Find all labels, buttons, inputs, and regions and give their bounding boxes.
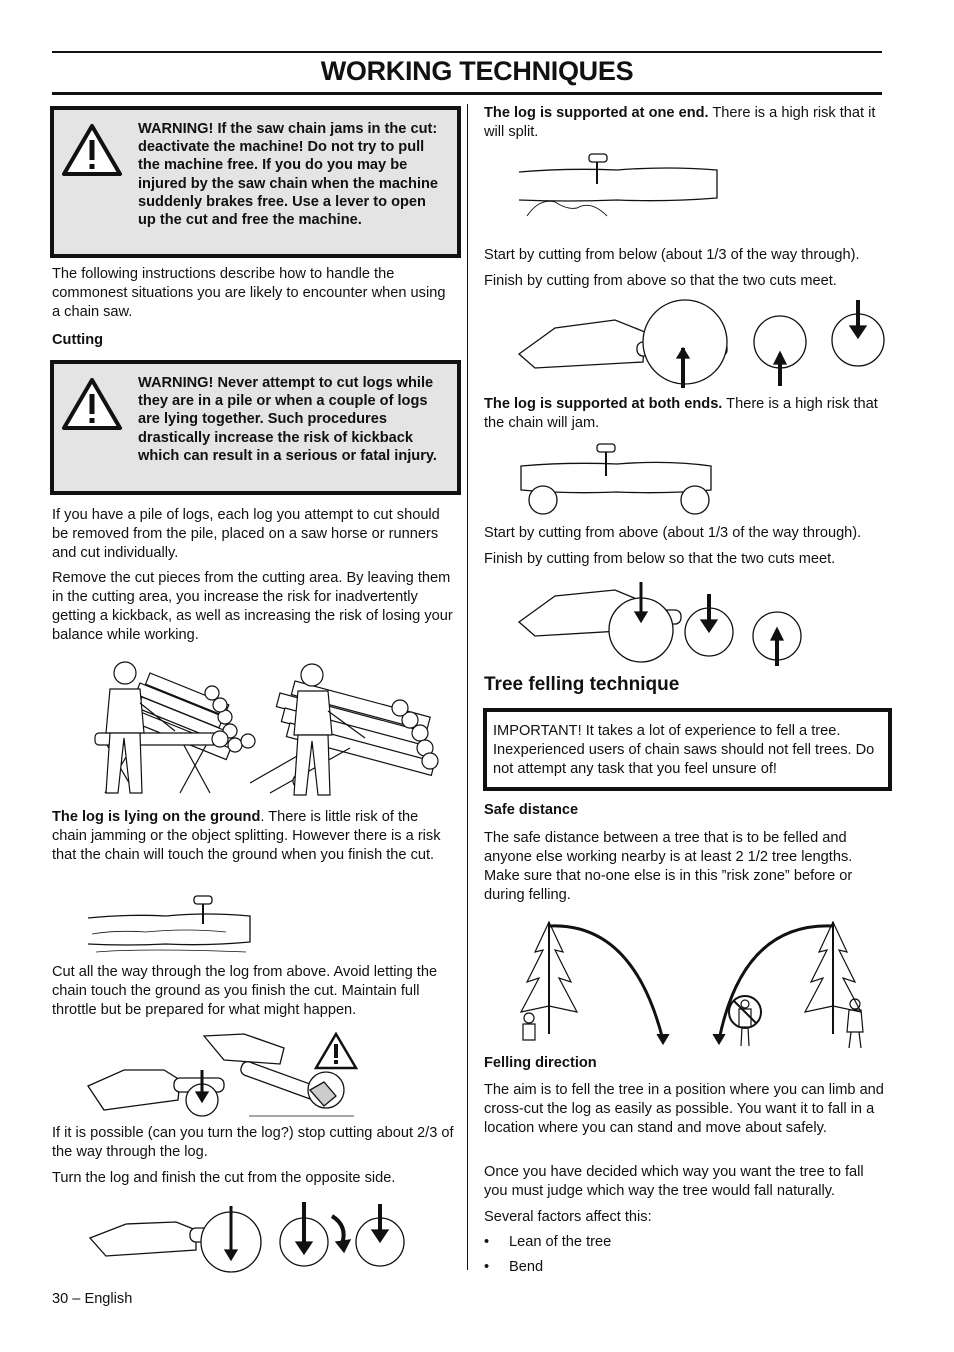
list-item <box>484 1234 612 1250</box>
log-one-end-illustration <box>517 150 721 224</box>
log-on-ground-illustration <box>86 890 254 958</box>
remove-paragraph: Remove the cut pieces from the cutting area. By leaving them in the cutting area, you increase the risk for inadvertently getting a kickback, as well as increasing the risk of losing your balance while working. <box>52 570 453 643</box>
important-text: IMPORTANT! It takes a lot of experience to fell a tree. Inexperienced users of chain saws should not fell trees. Do not attempt any task that you feel unsure of! <box>493 723 875 777</box>
cut-through-illustration <box>84 1030 364 1120</box>
warning-triangle-icon <box>60 376 124 432</box>
important-box <box>483 708 892 791</box>
bullet-icon: • <box>484 1234 490 1250</box>
both-ends-paragraph <box>484 395 884 433</box>
one-end-cut-sequence-illustration <box>515 298 887 390</box>
both-ends-bold: The log is supported at both ends. <box>484 396 723 412</box>
pile-paragraph: If you have a pile of logs, each log you attempt to cut should be removed from the pile, placed on a saw horse or runners and cut individually. <box>52 507 440 561</box>
bullet-text: Bend <box>509 1259 544 1275</box>
intro-paragraph: The following instructions describe how to handle the commonest situations you are likely to encounter when using a chain saw. <box>52 266 446 320</box>
safe-distance-paragraph: The safe distance between a tree that is to be felled and anyone else working nearby is at least 2 1/2 tree lengths. Make sure that no-one else is in this ”risk zone” before or during felling. <box>484 830 853 903</box>
bullet-icon: • <box>484 1259 490 1275</box>
aim-paragraph: The aim is to fell the tree in a position where you can limb and cross-cut the log as easily as possible. You want it to fall in a location where you can stand and move about safely. <box>484 1082 884 1136</box>
judge-paragraph: Once you have decided which way you want the tree to fall you must judge which way the tree would fall naturally. <box>484 1164 864 1199</box>
warning-box-jam <box>50 106 461 258</box>
page-title: WORKING TECHNIQUES <box>320 56 634 86</box>
above-finish-paragraph: Finish by cutting from above so that the two cuts meet. <box>484 273 837 289</box>
turn-paragraph: Turn the log and finish the cut from the opposite side. <box>52 1170 396 1186</box>
one-end-text: There is a high risk that it will split. <box>484 105 876 140</box>
cut-all-paragraph: Cut all the way through the log from above. Avoid letting the chain touch the ground as you finish the cut. Maintain full throttle but be prepared for what might happen. <box>52 964 438 1018</box>
ground-text: . There is little risk of the chain jamming or the object splitting. However there is a risk that the chain will touch the ground when you finish the cut. <box>52 809 441 863</box>
tree-felling-heading: Tree felling technique <box>484 674 680 695</box>
felling-direction-heading: Felling direction <box>484 1055 597 1071</box>
below-finish-paragraph: Finish by cutting from below so that the two cuts meet. <box>484 551 836 567</box>
above-start-paragraph: Start by cutting from above (about 1/3 of the way through). <box>484 525 862 541</box>
cutting-heading: Cutting <box>52 332 104 348</box>
log-pile-illustration <box>80 653 445 805</box>
warning-text-pile: WARNING! Never attempt to cut logs while they are in a pile or when a couple of logs are lying together. Such procedures drastically increase the risk of kickback which can result in a serious or fatal injury. <box>138 375 437 464</box>
warning-triangle-icon <box>60 122 124 178</box>
both-ends-cut-sequence-illustration <box>515 576 807 668</box>
header-rule-bottom <box>52 92 882 95</box>
column-divider <box>467 104 468 1270</box>
one-end-bold: The log is supported at one end. <box>484 105 709 121</box>
both-ends-text: There is a high risk that the chain will jam. <box>484 396 878 431</box>
header-rule-top <box>52 51 882 53</box>
list-item <box>484 1259 544 1275</box>
log-both-ends-illustration <box>517 440 717 516</box>
ground-paragraph <box>52 808 457 865</box>
factors-paragraph: Several factors affect this: <box>484 1209 652 1225</box>
turn-possible-paragraph: If it is possible (can you turn the log?) stop cutting about 2/3 of the way through the log. <box>52 1125 454 1160</box>
below-start-paragraph: Start by cutting from below (about 1/3 of the way through). <box>484 247 860 263</box>
one-end-paragraph <box>484 104 884 142</box>
page-footer: 30 – English <box>52 1291 133 1307</box>
ground-bold: The log is lying on the ground <box>52 809 261 825</box>
safe-distance-illustration <box>513 912 873 1052</box>
warning-box-pile <box>50 360 461 495</box>
bullet-text: Lean of the tree <box>509 1234 612 1250</box>
safe-distance-heading: Safe distance <box>484 802 579 818</box>
turn-log-illustration <box>86 1198 416 1278</box>
warning-text-jam: WARNING! If the saw chain jams in the cut: deactivate the machine! Do not try to pull the machine free. If you do you may be injured by the saw chain when the machine suddenly brakes free. Use a lever to open up the cut and free the machine. <box>138 121 439 229</box>
